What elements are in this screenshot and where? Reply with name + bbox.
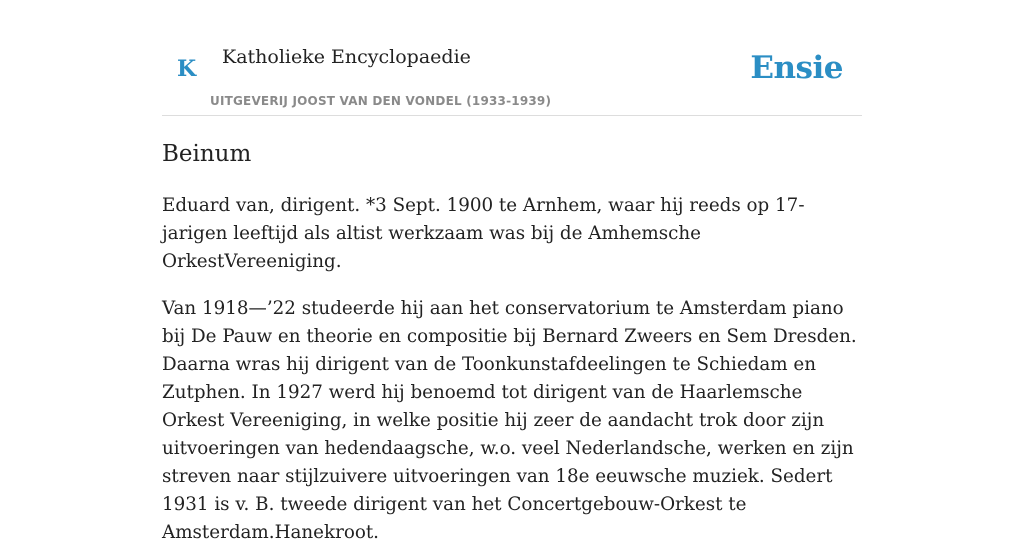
ensie-brand-logo[interactable]: Ensie xyxy=(750,50,843,86)
encyclopedia-header xyxy=(162,40,862,116)
publication-subtitle: UITGEVERIJ JOOST VAN DEN VONDEL (1933-1939) xyxy=(210,94,552,108)
article xyxy=(162,138,864,547)
publication-title[interactable]: Katholieke Encyclopaedie xyxy=(222,46,471,68)
encyclopedia-logo-icon[interactable]: K xyxy=(177,56,197,82)
article-title: Beinum xyxy=(162,141,252,167)
article-paragraph-2: Van 1918—’22 studeerde hij aan het conservatorium te Amsterdam piano bij De Pauw en theorie en compositie bij Bernard Zweers en Sem Dresden. Daarna wras hij dirigent van de Toonkunstafdeelingen te Schiedam en Zutphen. In 1927 werd hij benoemd tot dirigent van de Haarlemsche Orkest Vereeniging, in welke positie hij zeer de aandacht trok door zijn uitvoeringen van hedendaagsche, w.o. veel Nederlandsche, werken en zijn streven naar stijlzuivere uitvoeringen van 18e eeuwsche muziek. Sedert 1931 is v. B. tweede dirigent van het Concertgebouw-Orkest te Amsterdam.Hanekroot. xyxy=(162,298,857,543)
article-paragraph-1: Eduard van, dirigent. *3 Sept. 1900 te Arnhem, waar hij reeds op 17-jarigen leeftijd als altist werkzaam was bij de Amhemsche OrkestVereeniging. xyxy=(162,195,805,272)
